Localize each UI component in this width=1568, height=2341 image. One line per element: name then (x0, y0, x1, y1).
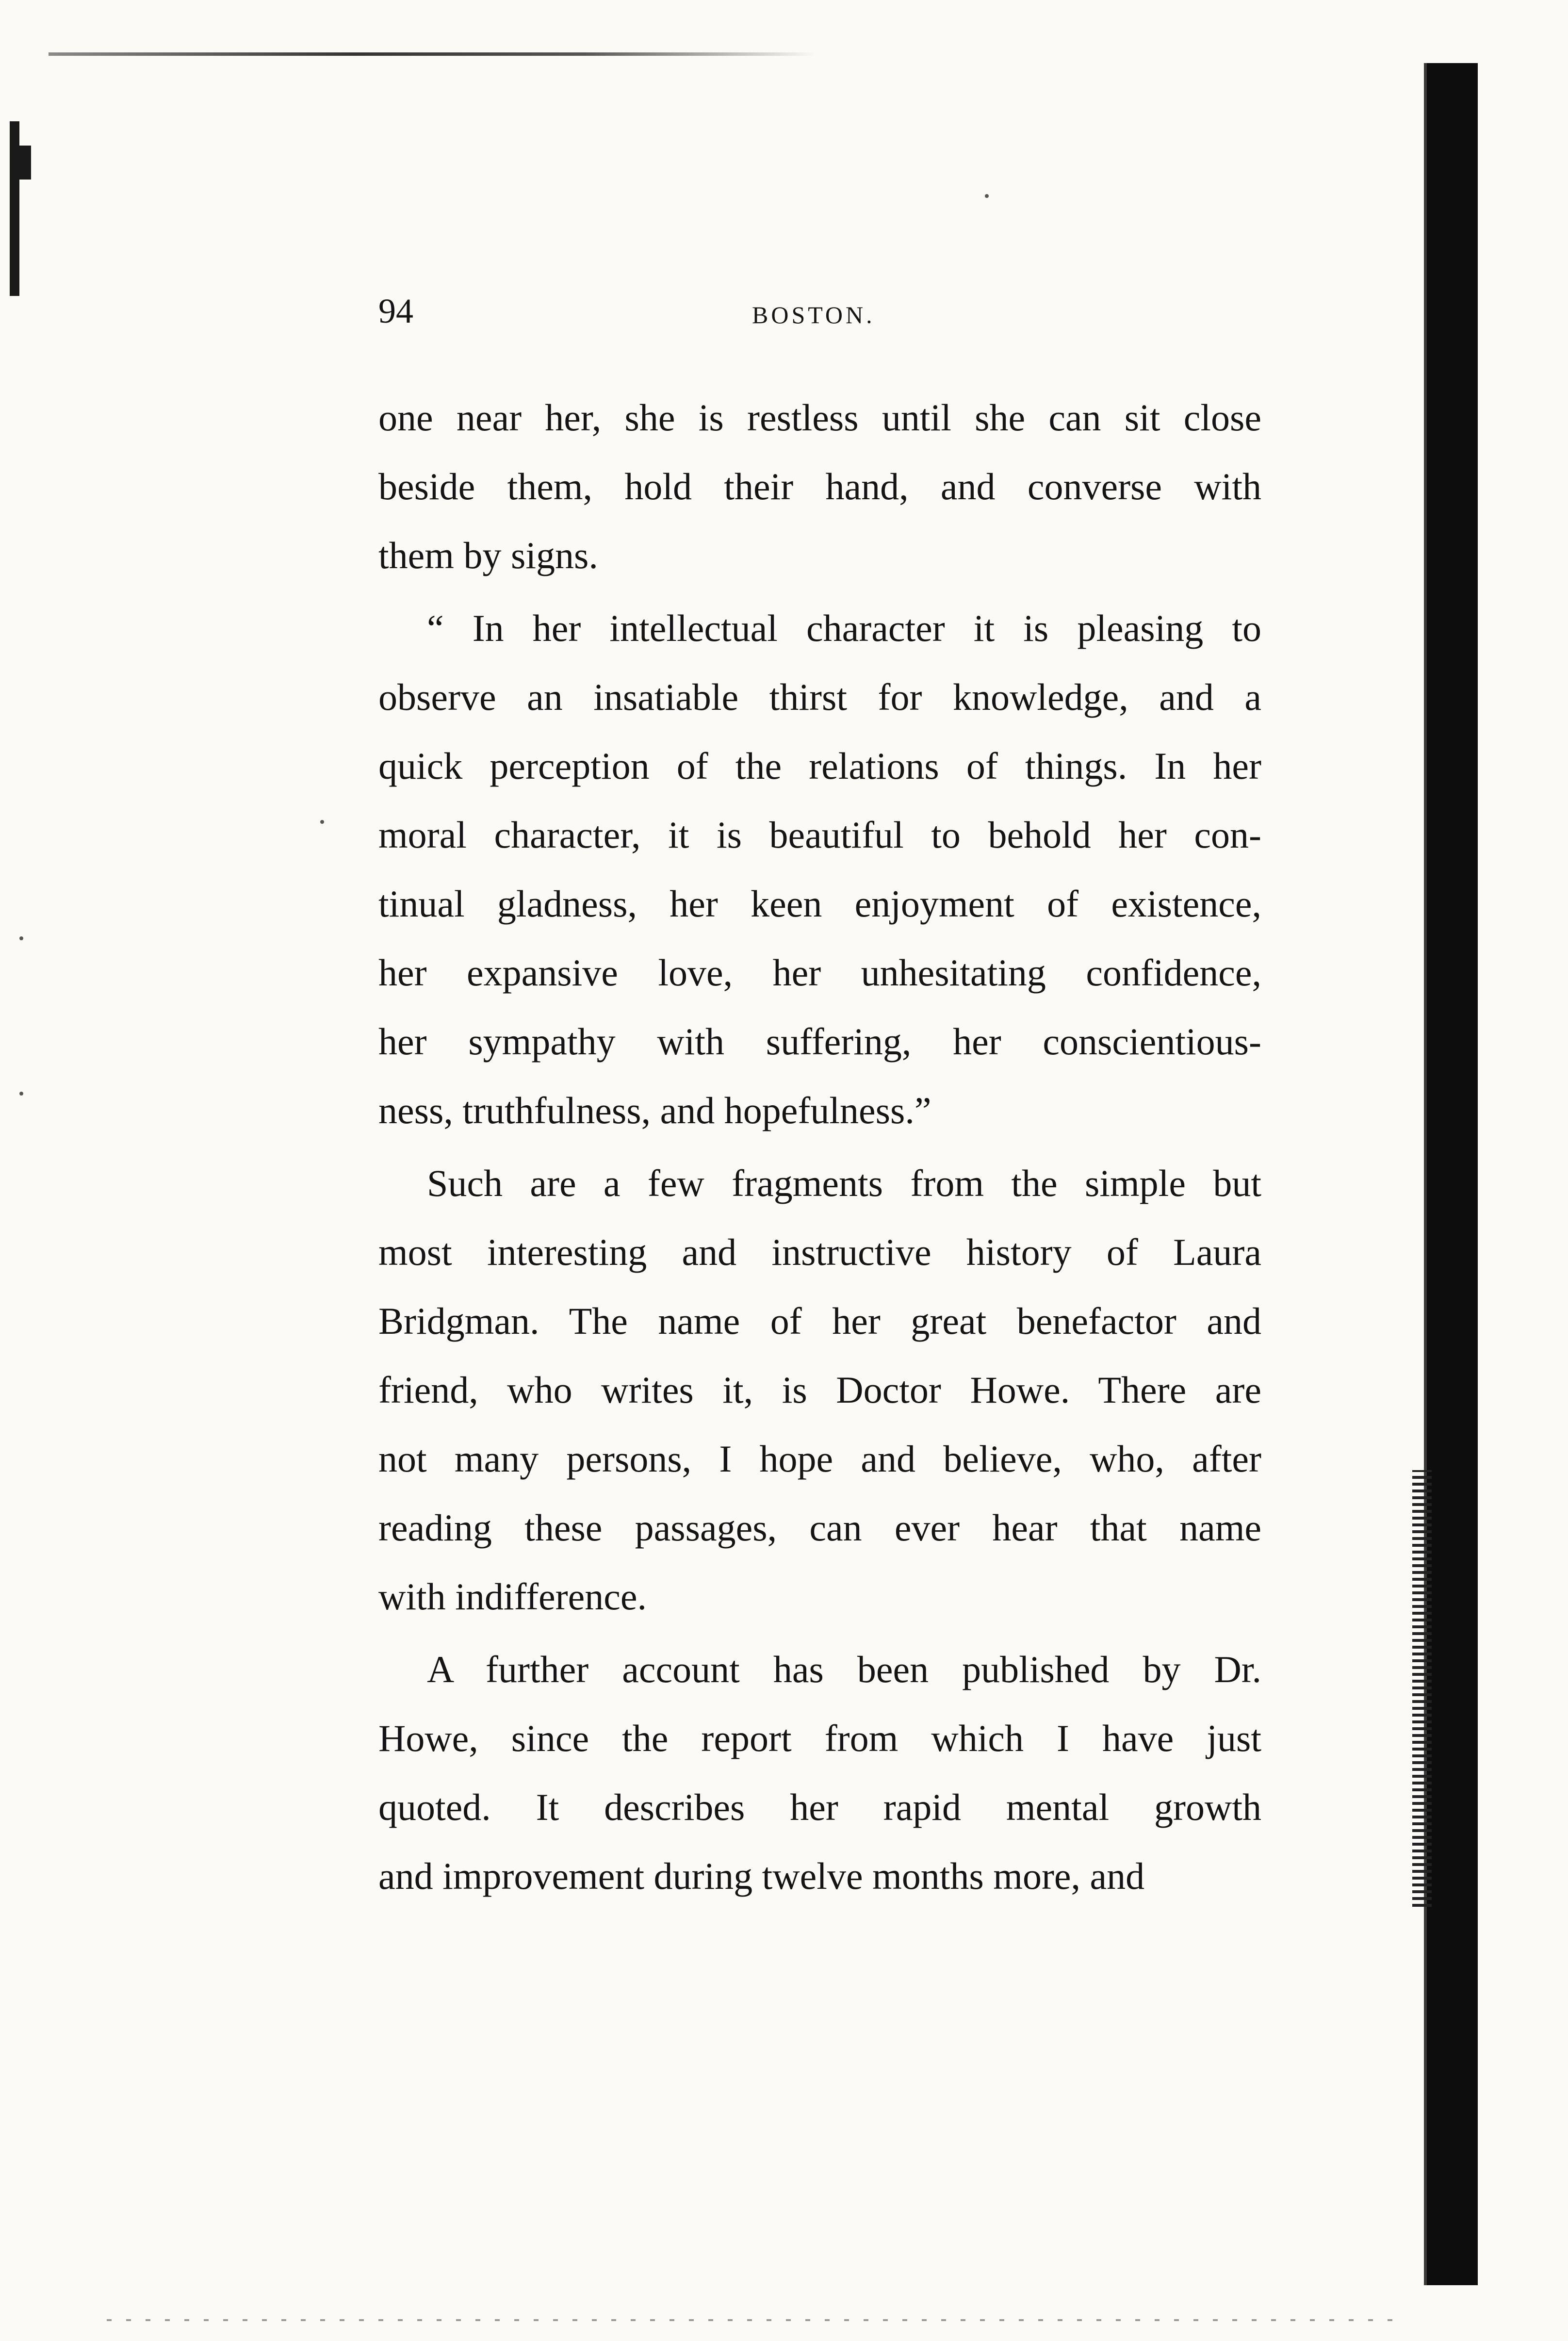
scan-speck (19, 936, 23, 940)
text-line: her expansive love, her unhesitating confidence, (378, 951, 1261, 994)
body-text (378, 383, 1261, 1915)
paragraph (378, 1149, 1261, 1631)
scan-right-edge-bar (1424, 63, 1478, 2285)
running-title: BOSTON. (752, 301, 875, 328)
text-line: most interesting and instructive history of Laura (378, 1231, 1261, 1273)
text-line: beside them, hold their hand, and converse with (378, 465, 1261, 507)
text-line: “ In her intellectual character it is pleasing to (427, 607, 1261, 649)
scan-top-rule (49, 52, 815, 56)
paragraph (378, 594, 1261, 1145)
text-line: her sympathy with suffering, her conscientious- (378, 1020, 1261, 1063)
running-head (374, 291, 1266, 349)
scan-speck (985, 194, 989, 198)
text-line: Bridgman. The name of her great benefactor and (378, 1300, 1261, 1342)
text-line: A further account has been published by Dr. (427, 1648, 1261, 1690)
paragraph (378, 383, 1261, 590)
text-line: quick perception of the relations of things. In her (378, 745, 1261, 787)
scan-left-edge-tick (16, 146, 31, 180)
page-number: 94 (378, 292, 413, 330)
text-line: with indifference. (378, 1575, 647, 1618)
text-line: them by signs. (378, 534, 598, 576)
text-line: quoted. It describes her rapid mental growth (378, 1786, 1261, 1828)
scan-speck (19, 1092, 23, 1096)
scan-speck (320, 820, 324, 824)
text-line: one near her, she is restless until she can sit close (378, 396, 1261, 439)
scan-bottom-noise (107, 2319, 1392, 2321)
paragraph (378, 1635, 1261, 1911)
text-line: not many persons, I hope and believe, who, after (378, 1438, 1261, 1480)
text-line: Such are a few fragments from the simple but (427, 1162, 1261, 1204)
text-line: and improvement during twelve months more, and (378, 1855, 1145, 1897)
text-line: tinual gladness, her keen enjoyment of existence, (378, 883, 1261, 925)
text-line: ness, truthfulness, and hopefulness.” (378, 1089, 931, 1131)
text-line: reading these passages, can ever hear that name (378, 1506, 1261, 1549)
text-line: moral character, it is beautiful to behold her con- (378, 814, 1261, 856)
text-line: observe an insatiable thirst for knowledge, and a (378, 676, 1261, 718)
text-line: friend, who writes it, is Doctor Howe. There are (378, 1369, 1261, 1411)
text-line: Howe, since the report from which I have just (378, 1717, 1261, 1759)
